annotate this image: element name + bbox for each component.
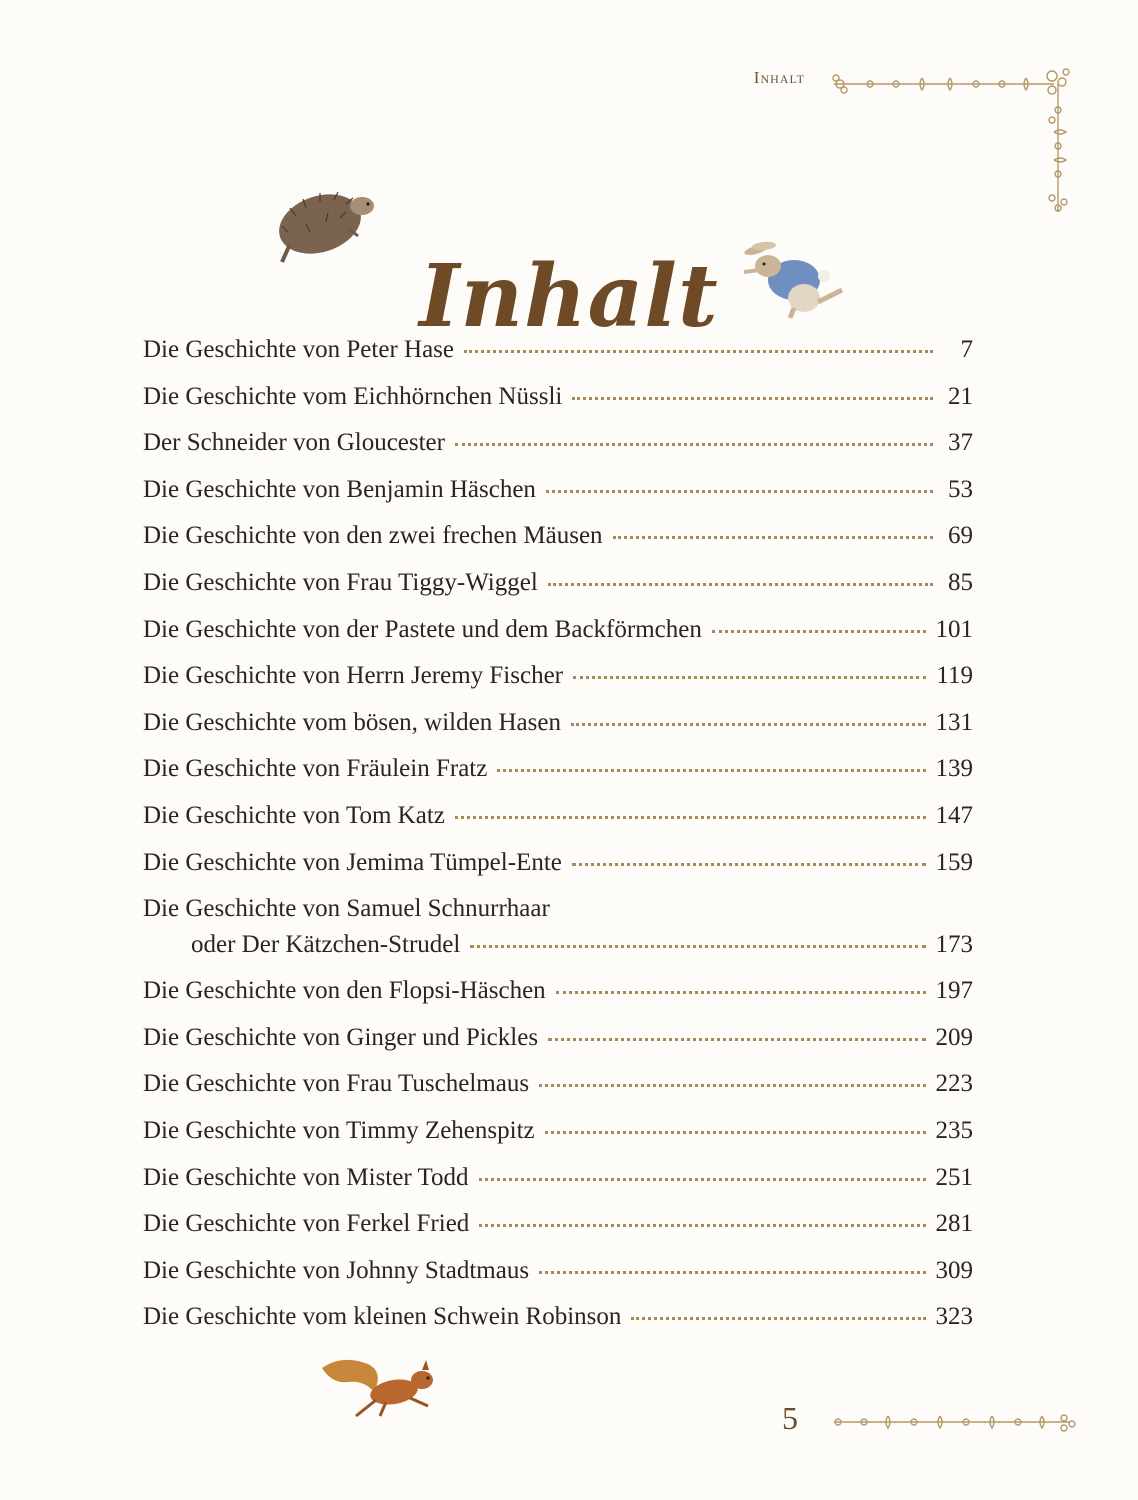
dot-leader bbox=[556, 991, 926, 994]
toc-entry-page: 131 bbox=[935, 708, 973, 736]
dot-leader bbox=[613, 536, 933, 539]
toc-entry[interactable] bbox=[143, 709, 973, 756]
toc-entry[interactable] bbox=[143, 1070, 973, 1117]
toc-entry-page: 139 bbox=[935, 755, 973, 783]
dot-leader bbox=[479, 1224, 925, 1227]
dot-leader bbox=[497, 769, 925, 772]
toc-entry-title: Die Geschichte von Ginger und Pickles bbox=[143, 1023, 539, 1051]
toc-entry[interactable] bbox=[143, 895, 973, 977]
toc-entry-page: 101 bbox=[935, 615, 973, 643]
dot-leader bbox=[546, 490, 933, 493]
toc-entry-page: 251 bbox=[935, 1163, 973, 1191]
dot-leader bbox=[470, 945, 925, 948]
dot-leader bbox=[455, 443, 933, 446]
toc-entry[interactable] bbox=[143, 1117, 973, 1164]
page-number: 5 bbox=[782, 1400, 798, 1436]
page-title: Inhalt bbox=[419, 245, 719, 347]
dot-leader bbox=[455, 816, 926, 819]
toc-entry[interactable] bbox=[143, 849, 973, 896]
toc-entry[interactable] bbox=[143, 1210, 973, 1257]
toc-entry[interactable] bbox=[143, 977, 973, 1024]
toc-entry-title: Die Geschichte von den zwei frechen Mäusen bbox=[143, 522, 603, 550]
dot-leader bbox=[572, 397, 933, 400]
toc-entry-title: Die Geschichte von Mister Todd bbox=[143, 1163, 469, 1191]
toc-entry-page: 69 bbox=[948, 522, 973, 550]
toc-entry-page: 309 bbox=[935, 1256, 973, 1284]
toc-entry[interactable] bbox=[143, 569, 973, 616]
dot-leader bbox=[712, 630, 926, 633]
toc-entry[interactable] bbox=[143, 1257, 973, 1304]
table-of-contents bbox=[143, 336, 973, 1350]
toc-entry[interactable] bbox=[143, 1303, 973, 1350]
toc-entry[interactable] bbox=[143, 522, 973, 569]
toc-entry[interactable] bbox=[143, 1024, 973, 1071]
toc-entry-page: 37 bbox=[948, 429, 973, 457]
toc-entry[interactable] bbox=[143, 802, 973, 849]
toc-entry[interactable] bbox=[143, 476, 973, 523]
dot-leader bbox=[539, 1084, 925, 1087]
dot-leader bbox=[572, 863, 926, 866]
rabbit-illustration bbox=[734, 236, 849, 321]
toc-entry-title: Die Geschichte von Fräulein Fratz bbox=[143, 755, 488, 783]
toc-entry[interactable] bbox=[143, 755, 973, 802]
toc-entry-title: Die Geschichte von Benjamin Häschen bbox=[143, 475, 536, 503]
toc-entry-title: Die Geschichte von Samuel Schnurrhaar bbox=[143, 895, 550, 923]
floral-border-ornament bbox=[830, 1410, 1080, 1434]
toc-entry-title: Die Geschichte von Herrn Jeremy Fischer bbox=[143, 662, 563, 690]
toc-entry-title: Die Geschichte von Jemima Tümpel-Ente bbox=[143, 848, 562, 876]
toc-entry-page: 21 bbox=[948, 382, 973, 410]
toc-entry-title: Die Geschichte von der Pastete und dem Backförmchen bbox=[143, 615, 702, 643]
dot-leader bbox=[464, 350, 933, 353]
toc-entry-page: 53 bbox=[948, 475, 973, 503]
toc-entry-page: 197 bbox=[935, 977, 973, 1005]
toc-entry[interactable] bbox=[143, 1164, 973, 1211]
toc-entry-subtitle: oder Der Kätzchen-Strudel bbox=[191, 931, 461, 959]
toc-entry-title: Die Geschichte vom kleinen Schwein Robinson bbox=[143, 1303, 622, 1331]
toc-entry-title: Die Geschichte von Tom Katz bbox=[143, 801, 445, 829]
toc-entry[interactable] bbox=[143, 662, 973, 709]
toc-entry-page: 159 bbox=[935, 848, 973, 876]
dot-leader bbox=[571, 723, 926, 726]
toc-entry-title: Die Geschichte von den Flopsi-Häschen bbox=[143, 977, 546, 1005]
toc-entry-page: 85 bbox=[948, 568, 973, 596]
toc-entry[interactable] bbox=[143, 616, 973, 663]
toc-entry-page: 323 bbox=[935, 1303, 973, 1331]
dot-leader bbox=[539, 1271, 925, 1274]
toc-entry[interactable] bbox=[143, 336, 973, 383]
floral-corner-ornament bbox=[826, 62, 1076, 222]
dot-leader bbox=[548, 1038, 925, 1041]
toc-entry-page: 7 bbox=[960, 336, 973, 363]
toc-entry-page: 173 bbox=[935, 931, 973, 959]
hedgehog-illustration bbox=[270, 182, 380, 272]
toc-entry-title: Die Geschichte vom Eichhörnchen Nüssli bbox=[143, 382, 563, 410]
dot-leader bbox=[573, 676, 926, 679]
toc-entry-page: 147 bbox=[935, 801, 973, 829]
toc-entry-page: 209 bbox=[935, 1023, 973, 1051]
dot-leader bbox=[548, 583, 933, 586]
toc-entry-title: Die Geschichte vom bösen, wilden Hasen bbox=[143, 708, 561, 736]
toc-entry-title: Die Geschichte von Frau Tiggy-Wiggel bbox=[143, 568, 538, 596]
dot-leader bbox=[479, 1178, 926, 1181]
squirrel-illustration bbox=[316, 1350, 451, 1430]
toc-entry-page: 281 bbox=[935, 1210, 973, 1238]
toc-entry-title: Die Geschichte von Peter Hase bbox=[143, 336, 454, 363]
toc-entry-title: Der Schneider von Gloucester bbox=[143, 429, 445, 457]
dot-leader bbox=[631, 1317, 925, 1320]
toc-entry-title: Die Geschichte von Ferkel Fried bbox=[143, 1210, 470, 1238]
toc-entry[interactable] bbox=[143, 429, 973, 476]
toc-entry-page: 235 bbox=[935, 1116, 973, 1144]
toc-entry-title: Die Geschichte von Johnny Stadtmaus bbox=[143, 1256, 530, 1284]
toc-entry-page: 223 bbox=[935, 1070, 973, 1098]
dot-leader bbox=[545, 1131, 926, 1134]
toc-entry-title: Die Geschichte von Frau Tuschelmaus bbox=[143, 1070, 530, 1098]
toc-entry[interactable] bbox=[143, 383, 973, 430]
toc-entry-page: 119 bbox=[936, 662, 973, 690]
running-head: Inhalt bbox=[753, 68, 805, 87]
toc-entry-title: Die Geschichte von Timmy Zehenspitz bbox=[143, 1116, 535, 1144]
